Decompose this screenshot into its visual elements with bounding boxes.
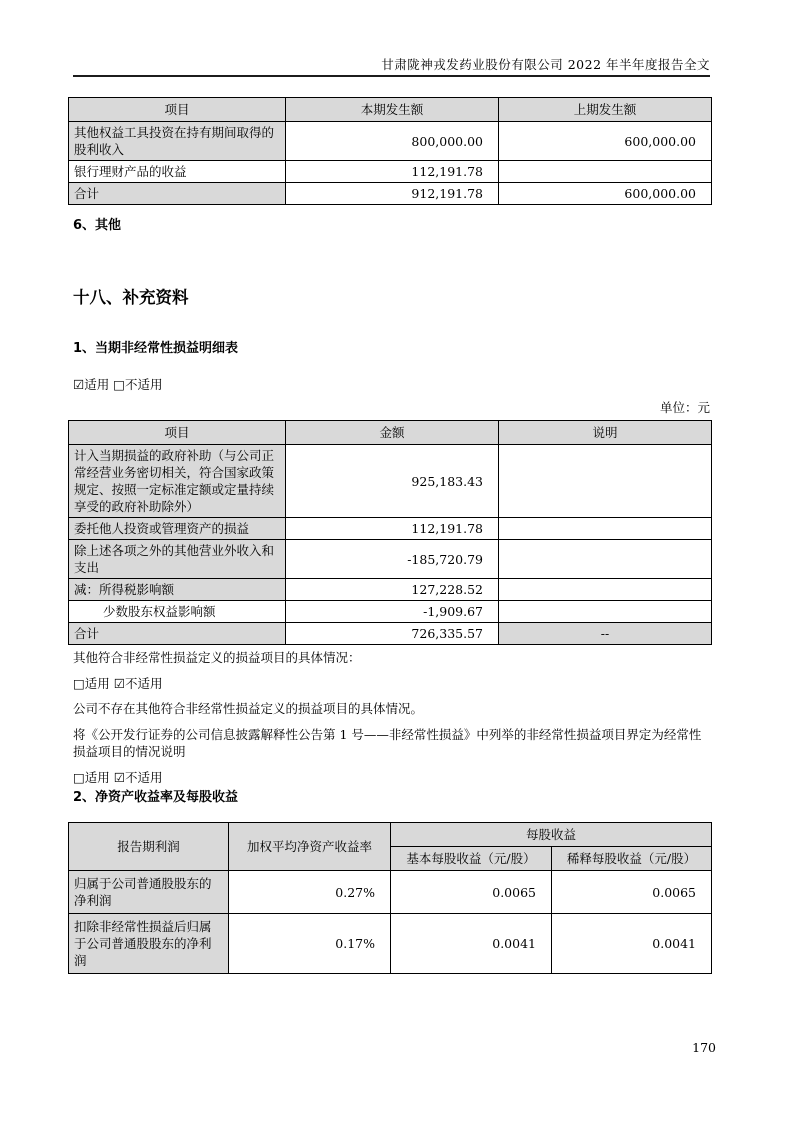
row-label: 扣除非经常性损益后归属于公司普通股股东的净利润: [69, 914, 229, 974]
table-row: [69, 601, 712, 623]
unit-label: 单位：元: [659, 400, 710, 415]
table-row: [69, 871, 712, 914]
current-period-value: 112,191.78: [286, 161, 499, 183]
notes-block: [73, 649, 713, 795]
row-label: 除上述各项之外的其他营业外收入和支出: [69, 540, 286, 579]
nonrecurring-items-table: [68, 420, 712, 645]
document-header-title: 甘肃陇神戎发药业股份有限公司 2022 年半年度报告全文: [381, 57, 710, 72]
row-label: 银行理财产品的收益: [69, 161, 286, 183]
row-label: 合计: [69, 183, 286, 205]
col-header-item: 项目: [69, 98, 286, 122]
note-cell: [499, 540, 712, 579]
basic-eps-value: 0.0065: [391, 871, 552, 914]
col-header-eps-group: 每股收益: [391, 823, 712, 847]
table-row: [69, 122, 712, 161]
amount-value: 925,183.43: [286, 445, 499, 518]
page-number: 170: [692, 1040, 716, 1055]
table-row: [69, 518, 712, 540]
col-header-prior-period: 上期发生额: [499, 98, 712, 122]
amount-value: -1,909.67: [286, 601, 499, 623]
note-cell: --: [499, 623, 712, 645]
row-label: 少数股东权益影响额: [69, 601, 286, 623]
table-row: [69, 914, 712, 974]
col-header-basic-eps: 基本每股收益（元/股）: [391, 847, 552, 871]
col-header-diluted-eps: 稀释每股收益（元/股）: [552, 847, 712, 871]
note-cell: [499, 445, 712, 518]
diluted-eps-value: 0.0041: [552, 914, 712, 974]
table-header-row: [69, 823, 712, 847]
note-no-other: 公司不存在其他符合非经常性损益定义的损益项目的具体情况。: [73, 701, 424, 716]
table-row: [69, 445, 712, 518]
col-header-profit: 报告期利润: [69, 823, 229, 871]
note-other-items: 其他符合非经常性损益定义的损益项目的具体情况：: [73, 650, 361, 665]
subsection-heading-nonrecurring: 1、当期非经常性损益明细表: [73, 341, 239, 356]
amount-value: 726,335.57: [286, 623, 499, 645]
header-divider-rule: [73, 75, 710, 77]
note-cell: [499, 601, 712, 623]
current-period-value: 800,000.00: [286, 122, 499, 161]
table-header-row: [69, 421, 712, 445]
roe-eps-table: [68, 822, 712, 974]
col-header-note: 说明: [499, 421, 712, 445]
diluted-eps-value: 0.0065: [552, 871, 712, 914]
table-total-row: [69, 183, 712, 205]
row-label: 归属于公司普通股股东的净利润: [69, 871, 229, 914]
note-cell: [499, 518, 712, 540]
row-label: 其他权益工具投资在持有期间取得的股利收入: [69, 122, 286, 161]
note-definition: 将《公开发行证券的公司信息披露解释性公告第 1 号——非经常性损益》中列举的非经常性损益项目界定为经常性损益项目的情况说明: [73, 727, 702, 759]
section-heading-other: 6、其他: [73, 218, 122, 233]
prior-period-value: [499, 161, 712, 183]
applicable-checkbox-line: ☑适用 □不适用: [73, 377, 163, 392]
section-heading-supplement: 十八、补充资料: [73, 288, 189, 307]
row-label: 计入当期损益的政府补助（与公司正常经营业务密切相关，符合国家政策规定、按照一定标准定额或定量持续享受的政府补助除外）: [69, 445, 286, 518]
roe-value: 0.17%: [229, 914, 391, 974]
col-header-roe: 加权平均净资产收益率: [229, 823, 391, 871]
table-header-row: [69, 98, 712, 122]
income-items-table: [68, 97, 712, 205]
row-label: 减：所得税影响额: [69, 579, 286, 601]
row-label: 委托他人投资或管理资产的损益: [69, 518, 286, 540]
amount-value: -185,720.79: [286, 540, 499, 579]
note-cell: [499, 579, 712, 601]
table-row: [69, 161, 712, 183]
table-total-row: [69, 623, 712, 645]
col-header-item: 项目: [69, 421, 286, 445]
col-header-current-period: 本期发生额: [286, 98, 499, 122]
prior-period-value: 600,000.00: [499, 122, 712, 161]
prior-period-value: 600,000.00: [499, 183, 712, 205]
amount-value: 127,228.52: [286, 579, 499, 601]
not-applicable-checkbox-line: □适用 ☑不适用: [73, 676, 163, 691]
subsection-heading-roe-eps: 2、净资产收益率及每股收益: [73, 790, 239, 805]
not-applicable-checkbox-line: □适用 ☑不适用: [73, 770, 163, 785]
table-row: [69, 540, 712, 579]
table-row: [69, 579, 712, 601]
basic-eps-value: 0.0041: [391, 914, 552, 974]
row-label: 合计: [69, 623, 286, 645]
amount-value: 112,191.78: [286, 518, 499, 540]
col-header-amount: 金额: [286, 421, 499, 445]
roe-value: 0.27%: [229, 871, 391, 914]
current-period-value: 912,191.78: [286, 183, 499, 205]
